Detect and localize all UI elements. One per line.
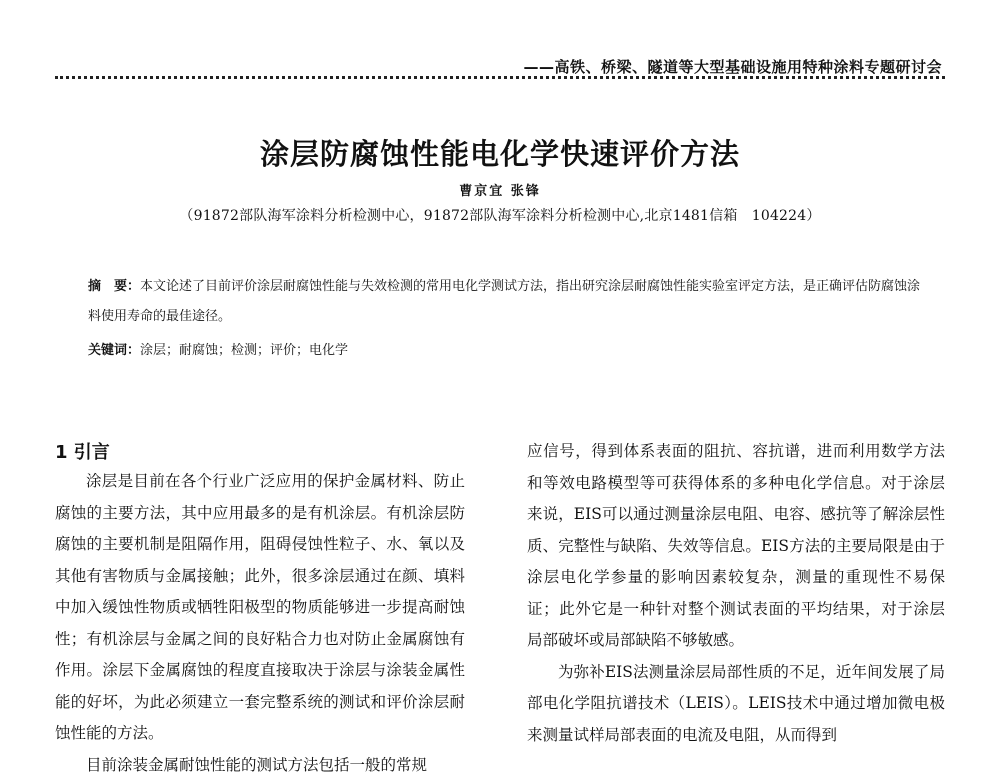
body-paragraph: 目前涂装金属耐蚀性能的测试方法包括一般的常规 <box>55 750 465 781</box>
abstract-text: 本文论述了目前评价涂层耐腐蚀性能与失效检测的常用电化学测试方法，指出研究涂层耐腐蚀性能实验室评定方法，是正确评估防腐蚀涂料使用寿命的最佳途径。 <box>88 279 920 324</box>
abstract-label: 摘 要： <box>88 279 140 294</box>
paper-authors: 曹京宜 张锋 <box>0 180 1000 199</box>
running-header: ——高铁、桥梁、隧道等大型基础设施用特种涂料专题研讨会 <box>523 56 942 77</box>
keywords <box>88 336 348 366</box>
body-paragraph: 应信号，得到体系表面的阻抗、容抗谱，进而利用数学方法和等效电路模型等可获得体系的多种电化学信息。对于涂层来说，EIS可以通过测量涂层电阻、电容、感抗等了解涂层性质、完整性与缺陷、失效等信息。EIS方法的主要局限是由于涂层电化学参量的影响因素较复杂，测量的重现性不易保证；此外它是一种针对整个测试表面的平均结果，对于涂层局部破坏或局部缺陷不够敏感。 <box>527 436 945 657</box>
paper-title: 涂层防腐蚀性能电化学快速评价方法 <box>0 132 1000 173</box>
header-divider <box>55 76 945 79</box>
keywords-text: 涂层；耐腐蚀；检测；评价；电化学 <box>140 343 348 358</box>
body-paragraph: 为弥补EIS法测量涂层局部性质的不足，近年间发展了局部电化学阻抗谱技术（LEIS）。LEIS技术中通过增加微电极来测量试样局部表面的电流及电阻，从而得到 <box>527 657 945 752</box>
right-column <box>527 436 945 751</box>
paper-affiliation: （91872部队海军涂料分析检测中心，91872部队海军涂料分析检测中心,北京1481信箱 104224） <box>0 205 1000 225</box>
left-column <box>55 466 465 781</box>
abstract <box>88 272 933 332</box>
section-heading: 1 引言 <box>55 438 110 464</box>
body-paragraph: 涂层是目前在各个行业广泛应用的保护金属材料、防止腐蚀的主要方法，其中应用最多的是有机涂层。有机涂层防腐蚀的主要机制是阻隔作用，阻碍侵蚀性粒子、水、氧以及其他有害物质与金属接触；此外，很多涂层通过在颜、填料中加入缓蚀性物质或牺牲阳极型的物质能够进一步提高耐蚀性；有机涂层与金属之间的良好粘合力也对防止金属腐蚀有作用。涂层下金属腐蚀的程度直接取决于涂层与涂装金属性能的好坏，为此必须建立一套完整系统的测试和评价涂层耐蚀性能的方法。 <box>55 466 465 750</box>
keywords-label: 关键词： <box>88 343 140 358</box>
